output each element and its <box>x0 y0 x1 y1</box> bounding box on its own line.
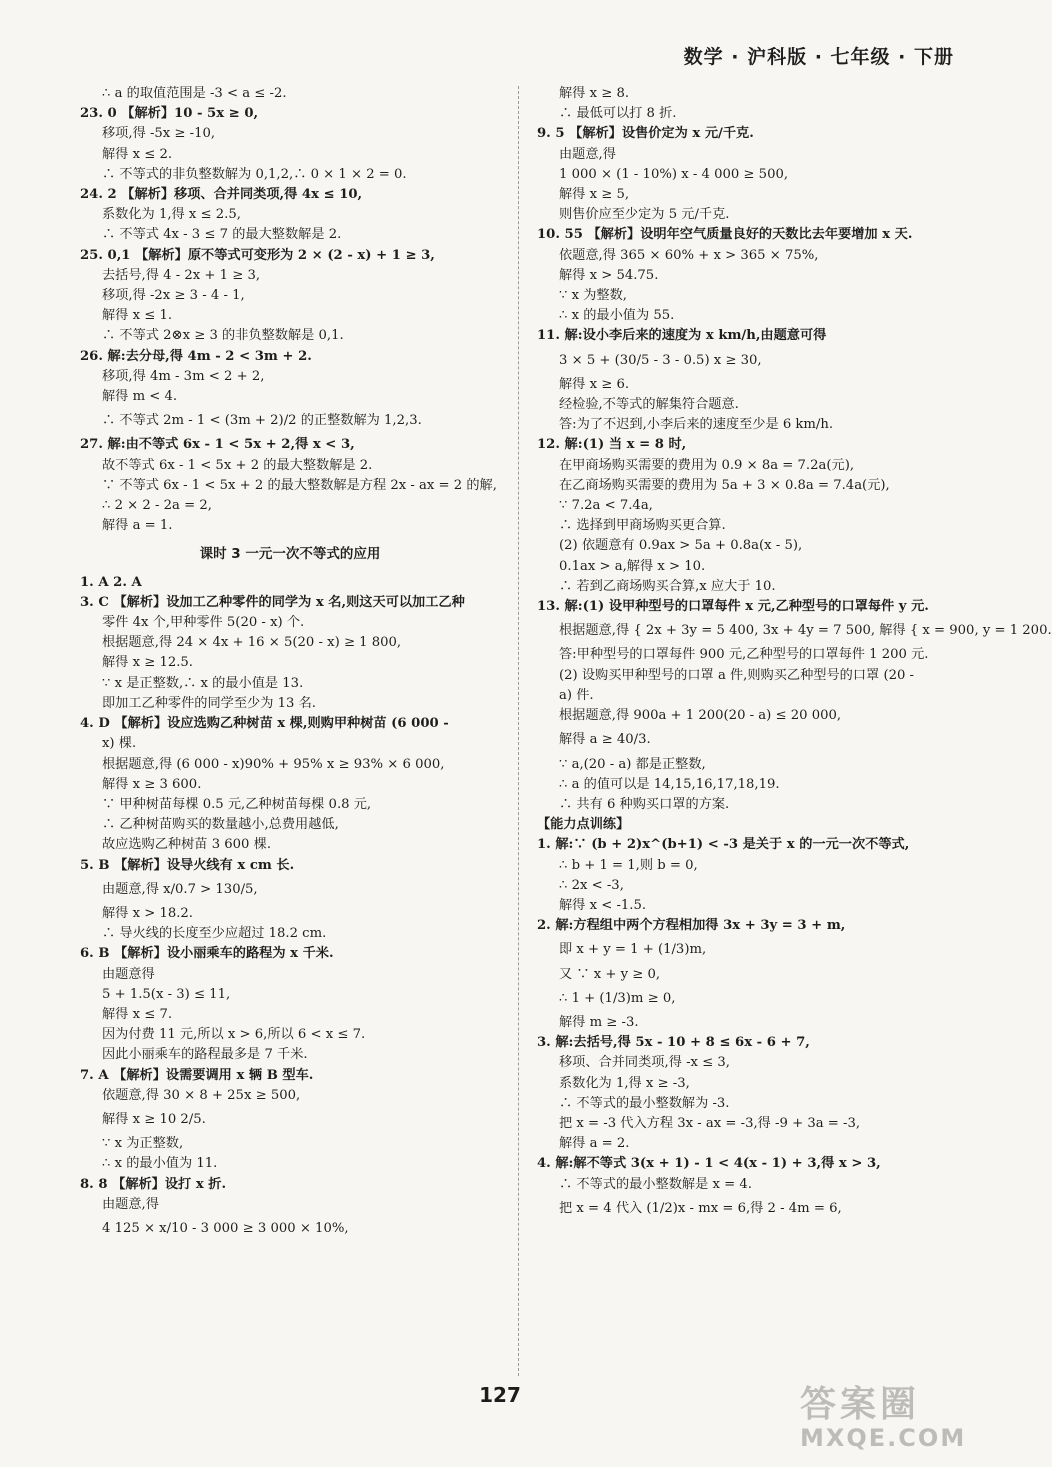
left-line-35: ∴ 乙种树苗购买的数量越小,总费用越低, <box>102 817 339 833</box>
right-line-34: ∴ 共有 6 种购买口罩的方案. <box>559 796 730 812</box>
left-line-14: 移项,得 4m - 3m < 2 + 2, <box>102 368 265 384</box>
right-line-30: 根据题意,得 900a + 1 200(20 - a) ≤ 20 000, <box>559 708 842 724</box>
right-line-26: 根据题意,得 { 2x + 3y = 5 400, 3x + 4y = 7 500, 解得 { x = 900, y = 1 200. <box>559 623 1052 639</box>
left-line-13: 26. 解:去分母,得 4m - 2 < 3m + 2. <box>80 348 312 364</box>
left-line-5: 24. 2 【解析】移项、合并同类项,得 4x ≤ 10, <box>80 187 363 203</box>
right-line-14: 解得 x ≥ 6. <box>559 376 630 392</box>
left-line-9: 去括号,得 4 - 2x + 1 ≥ 3, <box>102 267 261 283</box>
right-line-23: 0.1ax > a,解得 x > 10. <box>559 558 706 574</box>
left-line-15: 解得 m < 4. <box>102 389 178 405</box>
right-line-19: 在乙商场购买需要的费用为 5a + 3 × 0.8a = 7.4a(元), <box>559 477 890 493</box>
left-line-27: 解得 x ≥ 12.5. <box>102 655 193 671</box>
right-line-40: 2. 解:方程组中两个方程相加得 3x + 3y = 3 + m, <box>537 918 846 934</box>
right-line-24: ∴ 若到乙商场购买合算,x 应大于 10. <box>559 578 776 594</box>
right-line-20: ∵ 7.2a < 7.4a, <box>559 498 653 514</box>
left-line-31: x) 棵. <box>102 736 137 752</box>
right-line-37: ∴ b + 1 = 1,则 b = 0, <box>559 857 698 873</box>
right-line-51: 4. 解:解不等式 3(x + 1) - 1 < 4(x - 1) + 3,得 x > 3, <box>537 1156 881 1172</box>
right-line-5: 解得 x ≥ 5, <box>559 187 630 203</box>
watermark-logo: 答案圈 <box>800 1384 921 1425</box>
right-line-52: ∴ 不等式的最小整数解是 x = 4. <box>559 1176 752 1192</box>
left-line-53: 由题意,得 <box>102 1196 159 1212</box>
right-line-4: 1 000 × (1 - 10%) x - 4 000 ≥ 500, <box>559 166 789 182</box>
left-line-34: ∵ 甲种树苗每棵 0.5 元,乙种树苗每棵 0.8 元, <box>102 796 372 812</box>
left-line-30: 4. D 【解析】设应选购乙种树苗 x 棵,则购甲种树苗 (6 000 - <box>80 716 449 732</box>
left-line-16: ∴ 不等式 2m - 1 < (3m + 2)/2 的正整数解为 1,2,3. <box>102 413 422 429</box>
left-line-24: 3. C 【解析】设加工乙种零件的同学为 x 名,则这天可以加工乙种 <box>80 594 465 610</box>
right-line-41: 即 x + y = 1 + (1/3)m, <box>559 942 707 958</box>
left-line-54: 4 125 × x/10 - 3 000 ≥ 3 000 × 10%, <box>102 1220 349 1236</box>
right-line-9: 解得 x > 54.75. <box>559 267 659 283</box>
right-line-29: a) 件. <box>559 687 594 703</box>
left-line-7: ∴ 不等式 4x - 3 ≤ 7 的最大整数解是 2. <box>102 227 342 243</box>
left-line-38: 由题意,得 x/0.7 > 130/5, <box>102 881 258 897</box>
left-line-25: 零件 4x 个,甲种零件 5(20 - x) 个. <box>102 615 305 631</box>
left-line-36: 故应选购乙种树苗 3 600 棵. <box>102 837 272 853</box>
left-line-32: 根据题意,得 (6 000 - x)90% + 95% x ≥ 93% × 6 000, <box>102 756 445 772</box>
watermark-url: MXQE.COM <box>800 1424 967 1452</box>
right-line-10: ∵ x 为整数, <box>559 288 627 304</box>
right-line-49: 把 x = -3 代入方程 3x - ax = -3,得 -9 + 3a = -3, <box>559 1115 861 1131</box>
right-line-22: (2) 依题意有 0.9ax > 5a + 0.8a(x - 5), <box>559 538 803 554</box>
right-line-13: 3 × 5 + (30/5 - 3 - 0.5) x ≥ 30, <box>559 352 762 368</box>
right-line-36: 1. 解:∵ (b + 2)x^(b+1) < -3 是关于 x 的一元一次不等式, <box>537 837 910 853</box>
right-line-2: 9. 5 【解析】设售价定为 x 元/千克. <box>537 126 754 142</box>
left-line-42: 由题意得 <box>102 966 155 982</box>
right-line-3: 由题意,得 <box>559 146 616 162</box>
right-line-39: 解得 x < -1.5. <box>559 897 647 913</box>
left-line-4: ∴ 不等式的非负整数解为 0,1,2,∴ 0 × 1 × 2 = 0. <box>102 166 407 182</box>
right-line-18: 在甲商场购买需要的费用为 0.9 × 8a = 7.2a(元), <box>559 457 855 473</box>
left-line-8: 25. 0,1 【解析】原不等式可变形为 2 × (2 - x) + 1 ≥ 3, <box>80 247 435 263</box>
right-line-0: 解得 x ≥ 8. <box>559 86 630 101</box>
right-line-15: 经检验,不等式的解集符合题意. <box>559 397 739 413</box>
left-line-51: ∴ x 的最小值为 11. <box>102 1156 218 1172</box>
left-line-21: 解得 a = 1. <box>102 518 173 534</box>
left-line-3: 解得 x ≤ 2. <box>102 146 173 162</box>
right-line-42: 又 ∵ x + y ≥ 0, <box>559 966 661 982</box>
right-line-31: 解得 a ≥ 40/3. <box>559 732 651 748</box>
right-line-43: ∴ 1 + (1/3)m ≥ 0, <box>559 990 676 1006</box>
right-line-11: ∴ x 的最小值为 55. <box>559 308 675 324</box>
right-column <box>537 84 1052 1223</box>
page-header: 数学 · 沪科版 · 七年级 · 下册 <box>683 46 954 68</box>
right-line-8: 依题意,得 365 × 60% + x > 365 × 75%, <box>559 247 819 263</box>
left-line-12: ∴ 不等式 2⊗x ≥ 3 的非负整数解是 0,1. <box>102 328 344 344</box>
left-line-23: 1. A 2. A <box>80 574 142 590</box>
left-line-26: 根据题意,得 24 × 4x + 16 × 5(20 - x) ≥ 1 800, <box>102 635 402 651</box>
left-line-33: 解得 x ≥ 3 600. <box>102 776 202 792</box>
right-line-35: 【能力点训练】 <box>537 817 630 833</box>
right-line-28: (2) 设购买甲种型号的口罩 a 件,则购买乙种型号的口罩 (20 - <box>559 667 915 683</box>
right-line-47: 系数化为 1,得 x ≥ -3, <box>559 1075 690 1091</box>
left-line-0: ∴ a 的取值范围是 -3 < a ≤ -2. <box>102 86 287 101</box>
left-line-18: 故不等式 6x - 1 < 5x + 2 的最大整数解是 2. <box>102 457 373 473</box>
right-line-6: 则售价应至少定为 5 元/千克. <box>559 207 730 223</box>
left-line-44: 解得 x ≤ 7. <box>102 1006 173 1022</box>
right-line-46: 移项、合并同类项,得 -x ≤ 3, <box>559 1055 730 1071</box>
right-line-48: ∴ 不等式的最小整数解为 -3. <box>559 1095 730 1111</box>
right-line-45: 3. 解:去括号,得 5x - 10 + 8 ≤ 6x - 6 + 7, <box>537 1035 810 1051</box>
right-line-17: 12. 解:(1) 当 x = 8 时, <box>537 437 687 453</box>
right-line-21: ∴ 选择到甲商场购买更合算. <box>559 518 726 534</box>
left-line-37: 5. B 【解析】设导火线有 x cm 长. <box>80 857 295 873</box>
left-line-22: 课时 3 一元一次不等式的应用 <box>199 546 381 563</box>
right-line-16: 答:为了不迟到,小李后来的速度至少是 6 km/h. <box>559 417 834 433</box>
right-line-12: 11. 解:设小李后来的速度为 x km/h,由题意可得 <box>537 328 827 344</box>
left-line-50: ∵ x 为正整数, <box>102 1136 184 1152</box>
right-line-50: 解得 a = 2. <box>559 1136 630 1152</box>
left-line-39: 解得 x > 18.2. <box>102 905 193 921</box>
left-line-17: 27. 解:由不等式 6x - 1 < 5x + 2,得 x < 3, <box>80 437 355 453</box>
right-line-1: ∴ 最低可以打 8 折. <box>559 106 677 122</box>
left-line-49: 解得 x ≥ 10 2/5. <box>102 1111 206 1127</box>
left-line-11: 解得 x ≤ 1. <box>102 308 173 324</box>
left-line-48: 依题意,得 30 × 8 + 25x ≥ 500, <box>102 1087 301 1103</box>
right-line-44: 解得 m ≥ -3. <box>559 1014 639 1030</box>
left-line-40: ∴ 导火线的长度至少应超过 18.2 cm. <box>102 926 327 942</box>
left-column <box>80 84 500 1243</box>
right-line-38: ∴ 2x < -3, <box>559 877 624 893</box>
page-number: 127 <box>479 1383 521 1407</box>
left-line-43: 5 + 1.5(x - 3) ≤ 11, <box>102 986 231 1002</box>
right-line-53: 把 x = 4 代入 (1/2)x - mx = 6,得 2 - 4m = 6, <box>559 1200 842 1216</box>
left-line-41: 6. B 【解析】设小丽乘车的路程为 x 千米. <box>80 946 334 962</box>
left-line-45: 因为付费 11 元,所以 x > 6,所以 6 < x ≤ 7. <box>102 1027 366 1043</box>
left-line-6: 系数化为 1,得 x ≤ 2.5, <box>102 207 241 223</box>
right-line-27: 答:甲种型号的口罩每件 900 元,乙种型号的口罩每件 1 200 元. <box>559 647 929 663</box>
left-line-47: 7. A 【解析】设需要调用 x 辆 B 型车. <box>80 1067 314 1083</box>
left-line-2: 移项,得 -5x ≥ -10, <box>102 126 216 142</box>
left-line-19: ∵ 不等式 6x - 1 < 5x + 2 的最大整数解是方程 2x - ax = 2 的解, <box>102 477 497 493</box>
left-line-28: ∵ x 是正整数,∴ x 的最小值是 13. <box>102 675 304 691</box>
left-line-10: 移项,得 -2x ≥ 3 - 4 - 1, <box>102 288 245 304</box>
left-line-46: 因此小丽乘车的路程最多是 7 千米. <box>102 1047 308 1063</box>
column-divider <box>518 86 519 1376</box>
right-line-33: ∴ a 的值可以是 14,15,16,17,18,19. <box>559 776 780 792</box>
left-line-52: 8. 8 【解析】设打 x 折. <box>80 1176 227 1192</box>
right-line-25: 13. 解:(1) 设甲种型号的口罩每件 x 元,乙种型号的口罩每件 y 元. <box>537 599 929 615</box>
left-line-20: ∴ 2 × 2 - 2a = 2, <box>102 498 212 514</box>
right-line-7: 10. 55 【解析】设明年空气质量良好的天数比去年要增加 x 天. <box>537 227 913 243</box>
right-line-32: ∵ a,(20 - a) 都是正整数, <box>559 756 706 772</box>
left-line-29: 即加工乙种零件的同学至少为 13 名. <box>102 695 316 711</box>
left-line-1: 23. 0 【解析】10 - 5x ≥ 0, <box>80 106 259 122</box>
